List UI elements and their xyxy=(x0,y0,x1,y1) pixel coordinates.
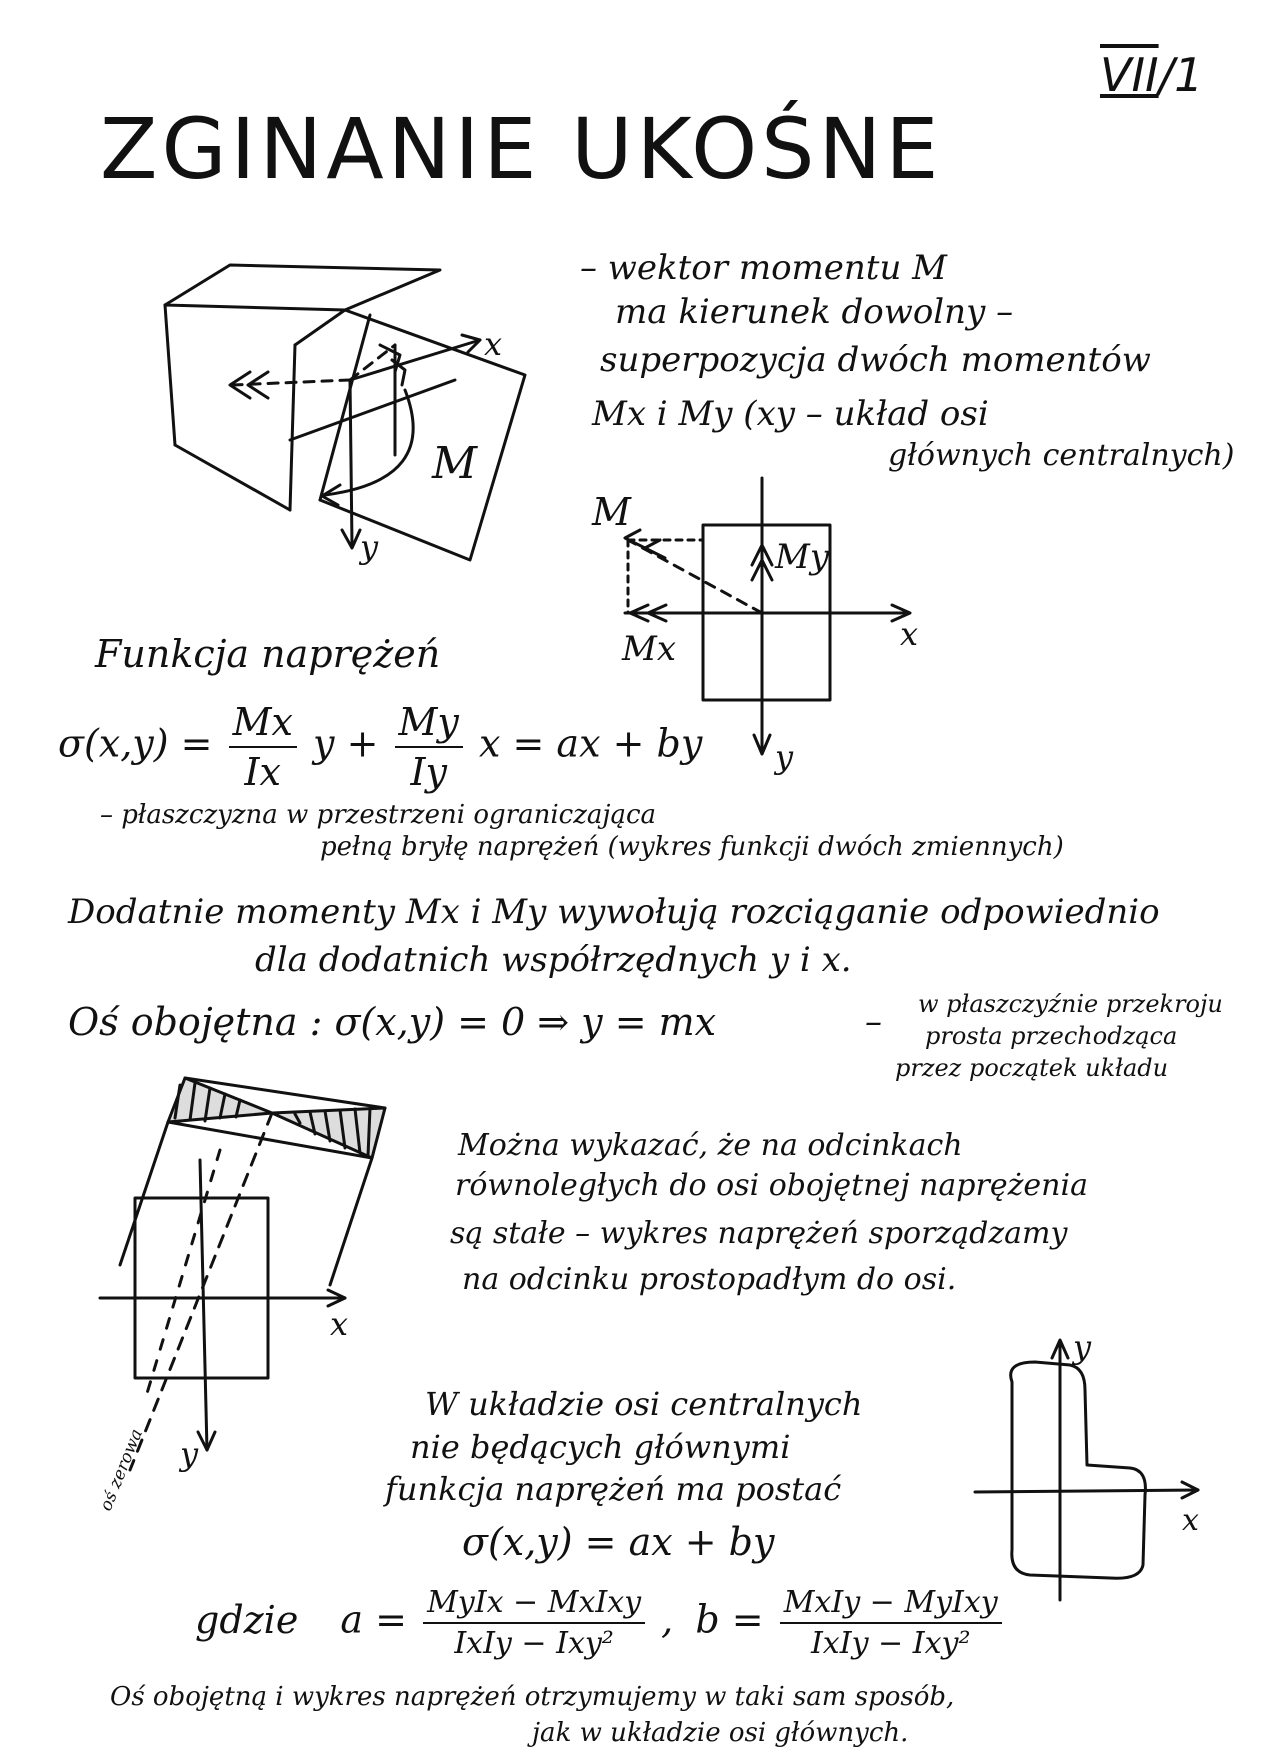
footer-line-2: jak w układzie osi głównych. xyxy=(532,1718,909,1748)
neutral-axis-note-3: przez początek układu xyxy=(895,1054,1169,1082)
positive-moments-line-2: dla dodatnich współrzędnych y i x. xyxy=(255,940,852,980)
fig2-label-x: x xyxy=(900,615,919,653)
coef-a-lhs: a = xyxy=(340,1597,407,1642)
fig2-label-My: My xyxy=(775,537,830,577)
moment-arc xyxy=(325,390,413,495)
fraction-a-den: IxIy − Ixy² xyxy=(454,1626,614,1661)
stress-var-y: y + xyxy=(313,721,379,766)
coef-b-lhs: b = xyxy=(695,1597,764,1642)
stress-lhs: σ(x,y) = xyxy=(58,721,213,766)
stress-note-line-2: pełną bryłę naprężeń (wykres funkcji dwóch zmiennych) xyxy=(320,832,1064,862)
section4-x-axis xyxy=(975,1490,1198,1492)
l-section-outline xyxy=(1011,1362,1146,1578)
fraction-b xyxy=(780,1585,1002,1661)
page-title: ZGINANIE UKOŚNE xyxy=(100,100,943,198)
stress-note-line-1: – płaszczyzna w przestrzeni ograniczająca xyxy=(100,800,657,830)
chapter-number: VII xyxy=(1100,48,1159,102)
page-index: /1 xyxy=(1158,48,1204,102)
non-principal-line-2: nie będących głównymi xyxy=(410,1428,791,1466)
coefficients-formula xyxy=(195,1585,1006,1661)
coef-sep: , xyxy=(661,1597,674,1642)
intro-line-4: Mx i My (xy – układ osi xyxy=(592,394,989,434)
footer-line-1: Oś obojętną i wykres naprężeń otrzymujemy w taki sam sposób, xyxy=(110,1682,955,1712)
stress-function-formula xyxy=(58,700,702,794)
page-number xyxy=(1100,48,1203,102)
constant-stress-line-1: Można wykazać, że na odcinkach xyxy=(458,1128,963,1163)
fig1-label-M: M xyxy=(432,438,478,489)
fig4-label-x: x xyxy=(1182,1503,1199,1538)
section-rect xyxy=(703,525,830,700)
non-principal-line-3: funkcja naprężeń ma postać xyxy=(385,1470,842,1508)
stress-var-x: x = ax + by xyxy=(479,721,703,766)
neutral-axis-note-2: prosta przechodząca xyxy=(925,1022,1178,1050)
fig3-label-y: y xyxy=(180,1435,199,1473)
fraction-iy: Iy xyxy=(410,750,447,794)
fraction-a xyxy=(423,1585,645,1661)
fig3-zero-axis-label: oś zerowa xyxy=(96,1426,148,1514)
stress-diagram-right xyxy=(272,1108,385,1158)
beam-x-axis xyxy=(350,340,480,380)
positive-moments-line-1: Dodatnie momenty Mx i My wywołują rozciąganie odpowiednio xyxy=(68,892,1160,932)
non-principal-formula: σ(x,y) = ax + by xyxy=(462,1520,775,1564)
intro-line-3: superpozycja dwóch momentów xyxy=(600,340,1151,380)
fig1-label-y: y xyxy=(360,528,379,566)
section2-y-axis xyxy=(200,1160,207,1450)
neutral-axis-formula: Oś obojętna : σ(x,y) = 0 ⇒ y = mx xyxy=(68,1000,717,1044)
fraction-my-iy xyxy=(395,700,463,794)
beam-outline xyxy=(165,265,440,310)
intro-line-1: – wektor momentu M xyxy=(580,248,947,288)
intro-line-2: ma kierunek dowolny – xyxy=(615,292,1014,332)
neutral-axis-line xyxy=(130,1113,272,1470)
fraction-b-den: IxIy − Ixy² xyxy=(810,1626,971,1661)
non-principal-line-1: W układzie osi centralnych xyxy=(425,1385,863,1423)
neutral-axis-dash: – xyxy=(865,1002,882,1042)
fig3-label-x: x xyxy=(330,1305,349,1343)
beam-y-axis xyxy=(350,380,352,545)
fig4-label-y: y xyxy=(1073,1328,1092,1366)
fraction-b-num: MxIy − MyIxy xyxy=(780,1585,1002,1624)
constant-stress-line-4: na odcinku prostopadłym do osi. xyxy=(462,1262,957,1297)
fraction-a-num: MyIx − MxIxy xyxy=(423,1585,645,1624)
stress-diagram-left xyxy=(168,1078,272,1122)
fig1-label-x: x xyxy=(484,325,503,363)
stress-function-heading: Funkcja naprężeń xyxy=(95,632,441,676)
where-label: gdzie xyxy=(195,1597,299,1642)
fraction-ix: Ix xyxy=(244,750,281,794)
intro-line-5: głównych centralnych) xyxy=(888,438,1235,473)
constant-stress-line-2: równoległych do osi obojętnej naprężenia xyxy=(455,1168,1088,1203)
fraction-mx: Mx xyxy=(229,700,297,748)
fig2-label-M: M xyxy=(592,490,631,534)
neutral-axis-note-1: w płaszczyźnie przekroju xyxy=(918,990,1223,1018)
fig2-label-y: y xyxy=(775,738,794,776)
section-rect-2 xyxy=(135,1198,268,1378)
constant-stress-line-3: są stałe – wykres naprężeń sporządzamy xyxy=(450,1216,1068,1251)
fraction-my: My xyxy=(395,700,463,748)
fig2-label-Mx: Mx xyxy=(622,629,676,669)
fraction-mx-ix xyxy=(229,700,297,794)
